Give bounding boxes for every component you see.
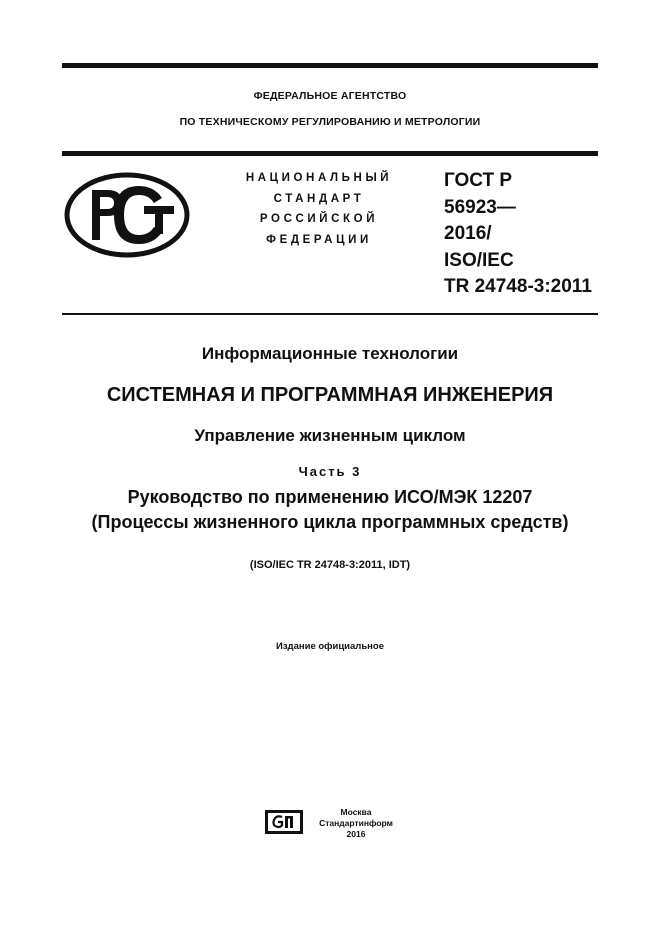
title-main: СИСТЕМНАЯ И ПРОГРАММНАЯ ИНЖЕНЕРИЯ (106, 384, 554, 406)
designation-line-2: 56923— (444, 196, 516, 218)
designation-line-4: ISO/IEC (444, 249, 514, 271)
agency-line-1: ФЕДЕРАЛЬНОЕ АГЕНТСТВО (253, 90, 407, 102)
designation-line-1: ГОСТ Р (444, 170, 513, 191)
publisher-name: Стандартинформ (319, 818, 393, 828)
header-rule (62, 151, 598, 156)
agency-line-2: ПО ТЕХНИЧЕСКОМУ РЕГУЛИРОВАНИЮ И МЕТРОЛОГИИ (179, 116, 481, 128)
standard-designation (444, 168, 604, 301)
equivalence-note: (ISO/IEC TR 24748-3:2011, IDT) (249, 559, 411, 571)
title-rule (62, 313, 598, 315)
standard-type-line-3: РОССИЙСКОЙ (259, 213, 379, 225)
top-rule (62, 63, 598, 68)
part-title-line-1: Руководство по применению ИСО/МЭК 12207 (127, 487, 533, 507)
standard-type-line-4: ФЕДЕРАЦИИ (266, 234, 372, 246)
part-number: Часть 3 (298, 464, 362, 479)
rst-emblem-icon (64, 172, 190, 258)
title-subtitle: Управление жизненным циклом (194, 426, 466, 445)
designation-line-3: 2016/ (444, 223, 492, 244)
standard-type-line-1: НАЦИОНАЛЬНЫЙ (245, 172, 393, 184)
publisher-city: Москва (340, 807, 372, 817)
standartinform-logo-icon (264, 809, 304, 835)
edition-note: Издание официальное (276, 641, 384, 652)
title-topic: Информационные технологии (201, 344, 459, 363)
publisher-year: 2016 (346, 829, 366, 839)
part-title-line-2: (Процессы жизненного цикла программных средств) (91, 512, 569, 532)
standard-type-line-2: СТАНДАРТ (273, 193, 365, 205)
designation-line-5: TR 24748-3:2011 (444, 276, 592, 297)
